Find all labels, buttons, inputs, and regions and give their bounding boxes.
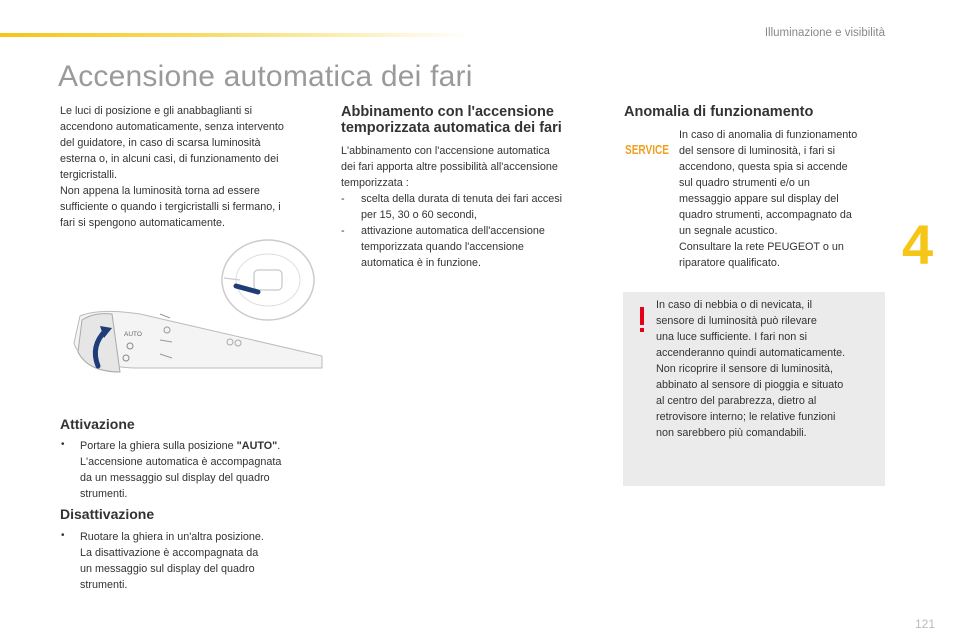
intro-paragraph: [60, 103, 322, 231]
list-item-line: per 15, 30 o 60 secondi,: [361, 209, 477, 221]
intro-line: Non appena la luminosità torna ad essere: [60, 185, 260, 197]
chapter-number: 4: [902, 213, 934, 276]
intro-line: fari si spengono automaticamente.: [60, 217, 226, 229]
auto-keyword: "AUTO": [236, 440, 278, 452]
deactivation-heading: Disattivazione: [60, 506, 155, 522]
steering-wheel-icon: [222, 240, 314, 320]
activation-line: L'accensione automatica è accompagnata: [80, 456, 282, 468]
deactivation-line: Ruotare la ghiera in un'altra posizione.: [80, 531, 264, 543]
page-title: Accensione automatica dei fari: [58, 60, 473, 93]
warning-line: retrovisore interno; le relative funzioni: [656, 411, 836, 423]
malfunction-line: del sensore di luminosità, i fari si: [679, 145, 836, 157]
warning-line: abbinato al sensore di pioggia e situato: [656, 379, 844, 391]
warning-line: una luce sufficiente. I fari non si: [656, 331, 808, 343]
deactivation-line: La disattivazione è accompagnata da: [80, 547, 259, 559]
light-stalk-illustration: [60, 248, 322, 396]
list-item: [341, 191, 606, 223]
service-warning-icon: [625, 142, 669, 156]
auto-label: AUTO: [124, 331, 142, 338]
service-icon-label: SERVICE: [625, 143, 669, 157]
warning-line: In caso di nebbia o di nevicata, il: [656, 299, 813, 311]
malfunction-line: quadro strumenti, accompagnato da: [679, 209, 852, 221]
activation-line: [80, 438, 322, 454]
warning-box: [623, 292, 885, 486]
dash-marker: -: [341, 193, 345, 205]
intro-line: sufficiente o quando i tergicristalli si fermano, i: [60, 201, 281, 213]
page-number: 121: [915, 617, 936, 631]
warning-line: non sarebbero più comandabili.: [656, 427, 807, 439]
malfunction-body: [679, 127, 889, 271]
activation-heading: Attivazione: [60, 416, 135, 432]
activation-line: da un messaggio sul display del quadro: [80, 472, 270, 484]
malfunction-heading: Anomalia di funzionamento: [624, 104, 814, 120]
warning-line: accenderanno quindi automaticamente.: [656, 347, 846, 359]
intro-line: accendono automaticamente, senza intervento: [60, 121, 284, 133]
deactivation-line: un messaggio sul display del quadro: [80, 563, 255, 575]
coupling-list: [341, 191, 606, 271]
malfunction-line: messaggio appare sul display del: [679, 193, 839, 205]
header-accent-bar: [0, 33, 470, 37]
list-item-line: scelta della durata di tenuta dei fari accesi: [361, 193, 563, 205]
malfunction-line: accendono, questa spia si accende: [679, 161, 848, 173]
intro-line: del guidatore, in caso di scarsa luminosità: [60, 137, 261, 149]
bullet-icon: •: [61, 439, 65, 450]
coupling-heading-line: Abbinamento con l'accensione: [341, 104, 554, 120]
bullet-icon: •: [61, 530, 65, 541]
coupling-heading: [341, 104, 611, 136]
activation-text: Portare la ghiera sulla posizione: [80, 440, 237, 452]
warning-line: sensore di luminosità può rilevare: [656, 315, 817, 327]
coupling-line: L'abbinamento con l'accensione automatica: [341, 145, 550, 157]
intro-line: Le luci di posizione e gli anabbaglianti si: [60, 105, 253, 117]
light-stalk: [74, 311, 322, 372]
malfunction-line: Consultare la rete PEUGEOT o un: [679, 241, 844, 253]
warning-line: al centro del parabrezza, dietro al: [656, 395, 817, 407]
intro-line: esterna o, in alcuni casi, di funzionamento dei: [60, 153, 279, 165]
deactivation-line: strumenti.: [80, 579, 128, 591]
coupling-line: dei fari apporta altre possibilità all'accensione: [341, 161, 558, 173]
malfunction-line: un segnale acustico.: [679, 225, 778, 237]
coupling-line: temporizzata :: [341, 177, 409, 189]
activation-punct: .: [277, 440, 281, 452]
deactivation-instruction: [60, 529, 322, 593]
warning-text: [656, 297, 878, 441]
intro-line: tergicristalli.: [60, 169, 117, 181]
list-item: [341, 223, 606, 271]
list-item-line: automatica è in funzione.: [361, 257, 482, 269]
list-item-line: attivazione automatica dell'accensione: [361, 225, 545, 237]
warning-line: Non ricoprire il sensore di luminosità,: [656, 363, 834, 375]
malfunction-line: In caso di anomalia di funzionamento: [679, 129, 858, 141]
exclamation-icon: [639, 307, 645, 333]
section-header: Illuminazione e visibilità: [764, 27, 885, 39]
activation-instruction: [60, 438, 322, 502]
coupling-heading-line: temporizzata automatica dei fari: [341, 120, 562, 136]
activation-line: strumenti.: [80, 488, 128, 500]
dash-marker: -: [341, 225, 345, 237]
malfunction-line: riparatore qualificato.: [679, 257, 780, 269]
malfunction-line: sul quadro strumenti e/o un: [679, 177, 810, 189]
light-stalk-drawing: [60, 248, 322, 396]
coupling-body: [341, 143, 606, 271]
list-item-line: temporizzata quando l'accensione: [361, 241, 524, 253]
